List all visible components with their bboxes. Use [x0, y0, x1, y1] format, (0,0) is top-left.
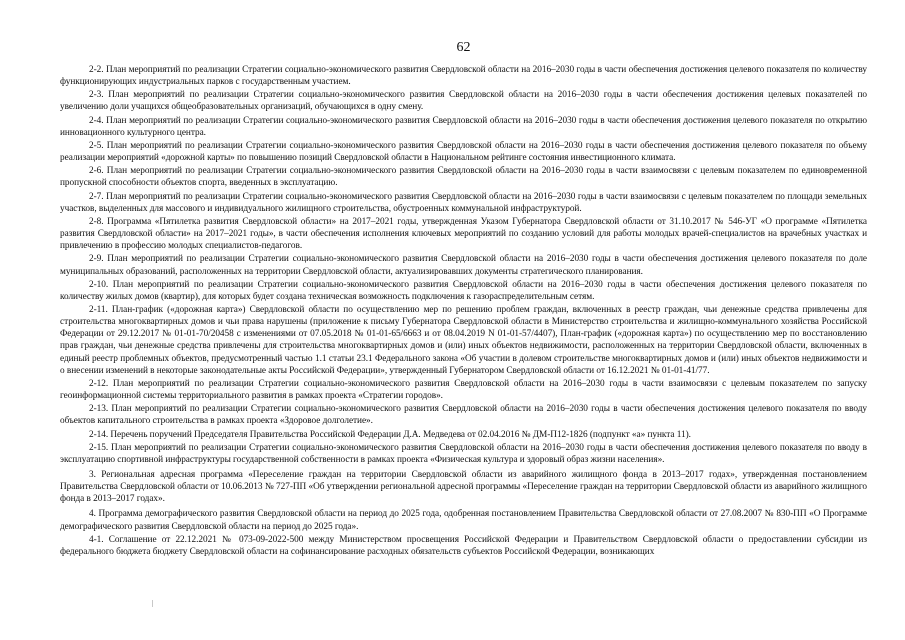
list-item-2-14: 2-14. Перечень поручений Председателя Правительства Российской Федерации Д.А. Медведева от 02.04.2016 № ДМ-П12-1826 (подпункт «а» пункта 11).: [89, 429, 691, 440]
list-item-2-15: 2-15. План мероприятий по реализации Стратегии социально-экономического развития Свердловской области на 2016–2030 годы в части обеспечения достижения целевого показателя по вводу в эксплуатацию спортивной инфраструктуры государственной собственности в рамках проекта «Физическая культура и здоровый образ жизни населения».: [60, 442, 867, 465]
list-item-2-8: 2-8. Программа «Пятилетка развития Свердловской области» на 2017–2021 годы, утвержденная Указом Губернатора Свердловской области от 31.10.2017 № 546-УГ «О программе «Пятилетка развития Свердловской области» на 2017–2021 годы», в части обеспечения исполнения ключевых мероприятий по созданию условий для работы молодых врачей-специалистов на врачебных участках и привлечению в профессию молодых специалистов-педагогов.: [60, 216, 867, 252]
list-item-2-4: 2-4. План мероприятий по реализации Стратегии социально-экономического развития Свердловской области на 2016–2030 годы в части обеспечения достижения целевого показателя по открытию инновационного культурного центра.: [60, 115, 867, 138]
list-item-2-6: 2-6. План мероприятий по реализации Стратегии социально-экономического развития Свердловской области на 2016–2030 годы в части взаимосвязи с целевым показателем по единовременной пропускной способности объектов спорта, введенных в эксплуатацию.: [60, 166, 867, 189]
document-body: [60, 64, 867, 559]
list-item-3: 3. Региональная адресная программа «Переселение граждан на территории Свердловской области из аварийного жилищного фонда в 2013–2017 годах», утвержденная постановлением Правительства Свердловской области от 10.06.2013 № 727-ПП «Об утверждении региональной адресной программы «Переселение граждан на территории Свердловской области из аварийного жилищного фонда в 2013–2017 годах».: [60, 470, 867, 505]
document-page: [60, 0, 867, 640]
list-item-2-5: 2-5. План мероприятий по реализации Стратегии социально-экономического развития Свердловской области на 2016–2030 годы в части обеспечения достижения целевого показателя по объему реализации мероприятий «дорожной карты» по повышению позиций Свердловской области в Национальном рейтинге состояния инвестиционного климата.: [60, 140, 867, 164]
list-item-2-12: 2-12. План мероприятий по реализации Стратегии социально-экономического развития Свердловской области на 2016–2030 годы в части взаимосвязи с целевым показателем по запуску геоинформационной системы территориального развития в рамках проекта «Стратегии городов».: [60, 378, 867, 402]
list-item-2-3: 2-3. План мероприятий по реализации Стратегии социально-экономического развития Свердловской области на 2016–2030 годы в части обеспечения достижения целевых показателей по увеличению доли учащихся общеобразовательных организаций, обучающихся в одну смену.: [60, 90, 867, 113]
list-item-4: 4. Программа демографического развития Свердловской области на период до 2025 года, одобренная постановлением Правительства Свердловской области от 27.08.2007 № 830-ПП «О Программе демографического развития Свердловской области на период до 2025 года».: [60, 509, 867, 532]
list-item-2-10: 2-10. План мероприятий по реализации Стратегии социально-экономического развития Свердловской области на 2016–2030 годы в части обеспечения достижения целевого показателя по количеству жилых домов (квартир), для которых будет создана техническая возможность подключения к газораспределительным сетям.: [60, 279, 867, 302]
list-item-2-13: 2-13. План мероприятий по реализации Стратегии социально-экономического развития Свердловской области на 2016–2030 годы в части обеспечения достижения целевого показателя по вводу объектов капитального строительства в рамках проекта «Здоровое долголетие».: [60, 404, 867, 427]
list-item-2-7: 2-7. План мероприятий по реализации Стратегии социально-экономического развития Свердловской области на 2016–2030 годы в части взаимосвязи с целевым показателем по площади земельных участков, выделенных для массового и индивидуального жилищного строительства, обустроенных коммунальной инфраструктурой.: [60, 191, 867, 214]
list-item-2-9: 2-9. План мероприятий по реализации Стратегии социально-экономического развития Свердловской области на 2016–2030 годы в части обеспечения достижения целевого показателя по доле муниципальных образований, расположенных на территории Свердловской области, актуализировавших документы стратегического планирования.: [60, 254, 867, 277]
page-number: 62: [456, 40, 471, 55]
list-item-2-11: 2-11. План-график («дорожная карта») Свердловской области по осуществлению мер по решению проблем граждан, включенных в реестр граждан, чьи денежные средства привлечены для строительства многоквартирных домов и чьи права нарушены (приложение к письму Губернатора Свердловской области в Министерство строительства и жилищно-коммунального хозяйства Российской Федерации от 29.12.2017 № 01-01-70/20458 с изменениями от 07.05.2018 № 01-01-65/6663 и от 08.04.2019 N 01-01-57/4407), План-график («дорожная карта») по осуществлению мер по восстановлению прав граждан, чьи денежные средства привлечены для строительства многоквартирных домов и (или) иных объектов недвижимости, расположенных на территории Свердловской области, включенных в единый реестр проблемных объектов, предусмотренный частью 1.1 статьи 23.1 Федерального закона «Об участии в долевом строительстве многоквартирных домов и (или) иных объектов недвижимости и о внесении изменений в некоторые законодательные акты Российской Федерации», утвержденный Губернатором Свердловской области от 16.12.2021 № 01-01-41/77.: [60, 304, 867, 376]
list-item-2-2: 2-2. План мероприятий по реализации Стратегии социально-экономического развития Свердловской области на 2016–2030 годы в части обеспечения достижения целевого показателя по количеству функционирующих индустриальных парков с государственным участием.: [60, 65, 867, 88]
list-item-4-1: 4-1. Соглашение от 22.12.2021 № 073-09-2022-500 между Министерством просвещения Российской Федерации и Правительством Свердловской области о предоставлении субсидии из федерального бюджета бюджету Свердловской области на софинансирование расходных обязательств субъектов Российской Федерации, возникающих: [60, 534, 867, 557]
scan-mark: [152, 600, 153, 607]
